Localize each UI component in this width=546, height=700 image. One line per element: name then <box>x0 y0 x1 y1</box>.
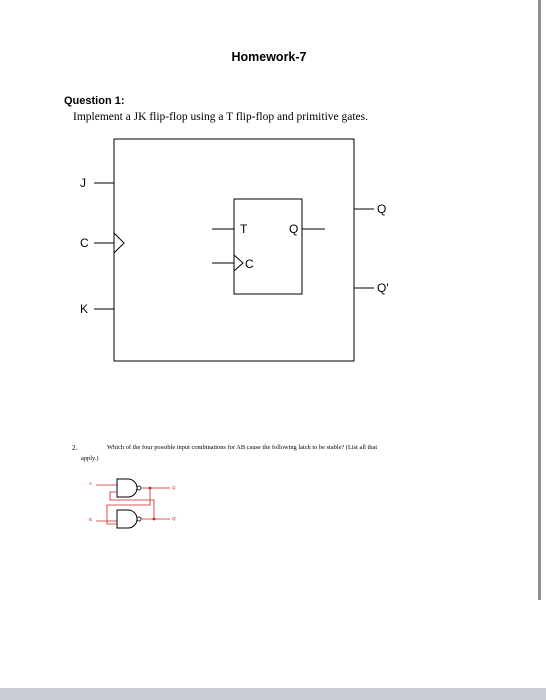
latch-label-b: B <box>89 517 93 522</box>
tff-label-q: Q <box>289 222 299 236</box>
bottom-scroll-bar[interactable] <box>0 688 546 700</box>
latch-gate-bottom-bubble <box>137 517 141 521</box>
latch-gate-top-bubble <box>137 486 141 490</box>
label-j: J <box>80 176 86 190</box>
latch-label-q: Q <box>172 485 176 490</box>
page-title: Homework-7 <box>231 50 307 64</box>
question-2-text-continued: apply.) <box>81 455 99 462</box>
label-c: C <box>80 236 89 250</box>
label-q-out: Q <box>377 202 387 216</box>
latch-junction-2 <box>153 518 156 521</box>
latch-gate-top <box>117 479 137 497</box>
page-edge-rule <box>538 0 541 600</box>
question-1-heading: Question 1: <box>64 95 125 107</box>
latch-junction-1 <box>149 487 152 490</box>
question-2-text: Which of the four possible input combinations for AB cause the following latch to be stable? (List all that <box>107 444 378 451</box>
question-1-text: Implement a JK flip-flop using a T flip-flop and primitive gates. <box>73 111 369 123</box>
label-k: K <box>80 302 89 316</box>
latch-gate-bottom <box>117 510 137 528</box>
label-qbar-out: Q' <box>377 281 389 295</box>
latch-label-a: A <box>89 481 93 486</box>
question-2-number: 2. <box>72 444 78 452</box>
tff-label-t: T <box>240 222 248 236</box>
latch-label-qbar: Q' <box>172 516 177 521</box>
tff-label-c: C <box>245 257 254 271</box>
